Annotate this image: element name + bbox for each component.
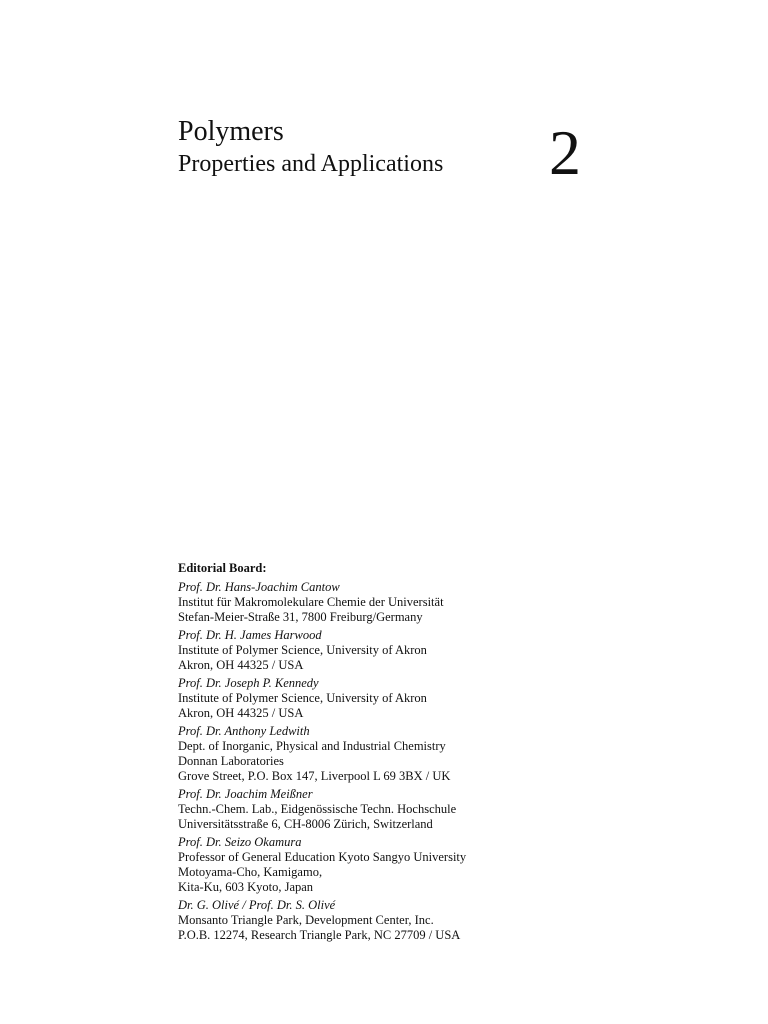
board-member — [178, 580, 598, 625]
board-member-address-line: Dept. of Inorganic, Physical and Industrial Chemistry — [178, 739, 446, 753]
board-member-name: Prof. Dr. Hans-Joachim Cantow — [178, 580, 340, 594]
board-member — [178, 628, 598, 673]
board-member-name: Prof. Dr. Seizo Okamura — [178, 835, 302, 849]
board-member-address-line: Institute of Polymer Science, University of Akron — [178, 643, 427, 657]
board-member-address-line: Kita-Ku, 603 Kyoto, Japan — [178, 880, 314, 894]
series-title: Polymers — [178, 116, 284, 147]
board-member-address-line: P.O.B. 12274, Research Triangle Park, NC 27709 / USA — [178, 928, 461, 942]
board-member — [178, 676, 598, 721]
board-member — [178, 787, 598, 832]
board-member-address-line: Akron, OH 44325 / USA — [178, 706, 304, 720]
board-member-address-line: Donnan Laboratories — [178, 754, 284, 768]
board-member-address-line: Grove Street, P.O. Box 147, Liverpool L 69 3BX / UK — [178, 769, 451, 783]
board-member-address-line: Universitätsstraße 6, CH-8006 Zürich, Switzerland — [178, 817, 433, 831]
board-member-address-line: Motoyama-Cho, Kamigamo, — [178, 865, 323, 879]
board-member-address-line: Institute of Polymer Science, University of Akron — [178, 691, 427, 705]
editorial-board-heading: Editorial Board: — [178, 561, 267, 575]
board-member-name: Prof. Dr. H. James Harwood — [178, 628, 322, 642]
board-member — [178, 898, 598, 943]
series-subtitle: Properties and Applications — [178, 151, 444, 177]
editorial-board — [178, 560, 598, 946]
board-member-address-line: Institut für Makromolekulare Chemie der Universität — [178, 595, 444, 609]
editorial-board-members — [178, 580, 598, 943]
board-member-address-line: Monsanto Triangle Park, Development Center, Inc. — [178, 913, 434, 927]
board-member-address-line: Akron, OH 44325 / USA — [178, 658, 304, 672]
board-member-address-line: Professor of General Education Kyoto Sangyo University — [178, 850, 467, 864]
board-member-name: Prof. Dr. Anthony Ledwith — [178, 724, 310, 738]
board-member-name: Prof. Dr. Joseph P. Kennedy — [178, 676, 319, 690]
volume-number: 2 — [549, 117, 581, 188]
board-member — [178, 724, 598, 784]
board-member-name: Prof. Dr. Joachim Meißner — [178, 787, 313, 801]
board-member — [178, 835, 598, 895]
board-member-name: Dr. G. Olivé / Prof. Dr. S. Olivé — [178, 898, 336, 912]
board-member-address-line: Techn.-Chem. Lab., Eidgenössische Techn. Hochschule — [178, 802, 457, 816]
board-member-address-line: Stefan-Meier-Straße 31, 7800 Freiburg/Germany — [178, 610, 423, 624]
